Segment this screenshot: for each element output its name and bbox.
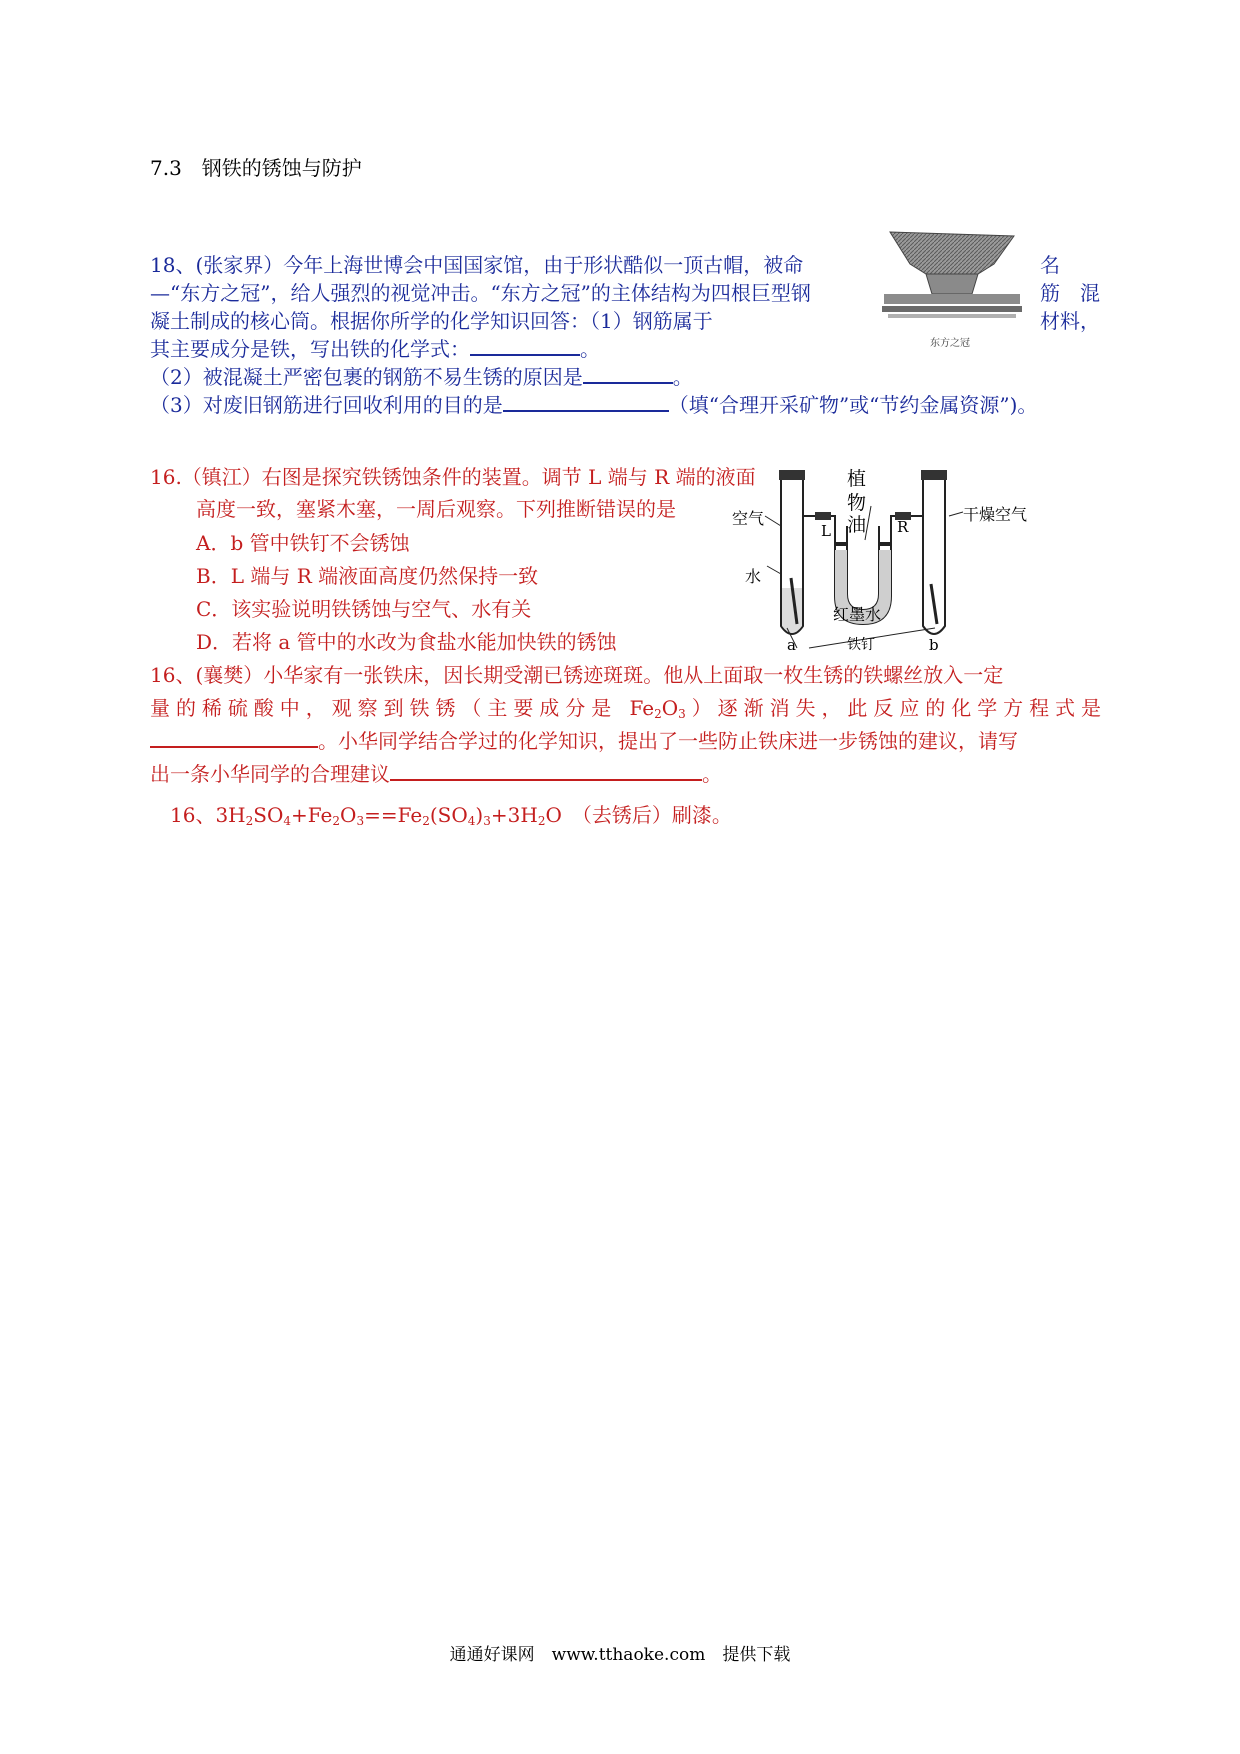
label-b: b <box>929 636 939 654</box>
q16b-line-4 <box>150 759 722 789</box>
label-r: R <box>897 518 909 536</box>
q18-line-1-right: 名 <box>1040 253 1060 277</box>
q18-line-6-text: （3）对废旧钢筋进行回收利用的目的是 <box>150 393 503 417</box>
pavilion-illustration <box>882 230 1022 350</box>
answer-part: +3H <box>490 803 538 827</box>
label-l: L <box>821 522 831 540</box>
answer-blank[interactable] <box>470 334 580 356</box>
answer-sub: 2 <box>332 814 341 828</box>
answer-part: +Fe <box>291 803 333 827</box>
label-a: a <box>787 636 796 654</box>
answer-blank[interactable] <box>150 726 318 748</box>
q16b-line-3 <box>150 726 1018 756</box>
china-pavilion-image <box>882 230 1022 350</box>
experiment-figure <box>732 466 1035 656</box>
answer-sub: 3 <box>356 814 365 828</box>
q16b-line-2-part-1: 量的稀硫酸中，观察到铁锈（主要成分是 Fe <box>150 696 655 720</box>
answer-blank[interactable] <box>503 390 669 412</box>
option-a: A．b 管中铁钉不会锈蚀 <box>196 531 410 555</box>
answer-sub: 3 <box>483 814 491 828</box>
q18-line-1: 18、(张家界）今年上海世博会中国国家馆，由于形状酷似一顶古帽，被命 <box>150 253 804 277</box>
answer-part: SO <box>253 803 284 827</box>
section-title: 7.3 钢铁的锈蚀与防护 <box>150 156 362 180</box>
answer-blank[interactable] <box>390 759 702 781</box>
answer-sub: 2 <box>537 814 546 828</box>
q16b-line-4-text: 出一条小华同学的合理建议 <box>150 762 390 786</box>
nail-b <box>931 584 937 624</box>
q18-line-4 <box>150 334 600 364</box>
q18-line-5 <box>150 362 693 392</box>
q18-line-4-text: 其主要成分是铁，写出铁的化学式： <box>150 337 470 361</box>
answer-part: O <box>340 803 357 827</box>
q18-line-6-end: （填“合理开采矿物”或“节约金属资源”)。 <box>668 393 1038 417</box>
answer-part: (SO <box>429 803 468 827</box>
answer-sub: 2 <box>422 814 430 828</box>
q16b-line-4-end: 。 <box>702 762 722 786</box>
answer-part: ==Fe <box>364 803 423 827</box>
option-c: C．该实验说明铁锈蚀与空气、水有关 <box>196 597 532 621</box>
option-d: D．若将 a 管中的水改为食盐水能加快铁的锈蚀 <box>196 630 617 654</box>
answer-part: ) <box>475 803 484 827</box>
q16b-line-3-text: 。小华同学结合学过的化学知识，提出了一些防止铁床进一步锈蚀的建议，请写 <box>318 729 1018 753</box>
pavilion-caption: 东方之冠 <box>930 338 970 349</box>
answer-part: 16、3H <box>170 803 246 827</box>
experiment-svg <box>735 466 1035 656</box>
label-oil-3: 油 <box>847 514 867 536</box>
answer-blank[interactable] <box>583 362 673 384</box>
stopper-a <box>779 470 805 480</box>
answer-sub: 4 <box>283 814 292 828</box>
q16b-line-2-part-3: ）逐渐消失，此反应的化学方程式是 <box>685 696 1102 720</box>
q18-line-2: —“东方之冠”，给人强烈的视觉冲击。“东方之冠”的主体结构为四根巨型钢 <box>150 281 811 305</box>
page-footer: 通通好课网 www.tthaoke.com 提供下载 <box>449 1645 791 1665</box>
q16b-line-2-sub-2: 3 <box>678 707 686 721</box>
label-oil-2: 物 <box>847 492 867 514</box>
q18-line-3-right: 材料， <box>1040 309 1100 333</box>
q16b-line-2-part-2: O <box>661 696 679 720</box>
stopper-b <box>921 470 947 480</box>
q16b-line-2-sub-1: 2 <box>654 707 662 721</box>
answer-line <box>170 800 732 830</box>
label-nail: 铁钉 <box>847 637 875 653</box>
q18-line-5-end: 。 <box>672 365 693 389</box>
q18-line-3: 凝土制成的核心筒。根据你所学的化学知识回答：（1）钢筋属于 <box>150 309 713 333</box>
label-oil-1: 植 <box>847 468 867 490</box>
answer-sub: 4 <box>467 814 476 828</box>
q18-line-4-end: 。 <box>580 337 600 361</box>
q16b-line-1: 16、(襄樊）小华家有一张铁床，因长期受潮已锈迹斑斑。他从上面取一枚生锈的铁螺丝放入一定 <box>150 663 1004 687</box>
label-dry-air: 干燥空气 <box>963 505 1028 524</box>
label-red-ink: 红墨水 <box>833 605 882 624</box>
label-water: 水 <box>745 567 762 586</box>
label-air: 空气 <box>732 509 765 528</box>
q18-line-6 <box>150 390 1037 420</box>
answer-part: O （去锈后）刷漆。 <box>545 803 732 827</box>
option-b: B．L 端与 R 端液面高度仍然保持一致 <box>196 564 539 588</box>
q16a-line-2: 高度一致，塞紧木塞，一周后观察。下列推断错误的是 <box>196 497 676 521</box>
answer-sub: 2 <box>245 814 254 828</box>
q16a-line-1: 16.（镇江）右图是探究铁锈蚀条件的装置。调节 L 端与 R 端的液面 <box>150 465 756 489</box>
q18-line-5-text: （2）被混凝土严密包裹的钢筋不易生锈的原因是 <box>150 365 583 389</box>
q16b-line-2 <box>150 693 1101 723</box>
q18-line-2-right: 筋 混 <box>1040 281 1100 305</box>
